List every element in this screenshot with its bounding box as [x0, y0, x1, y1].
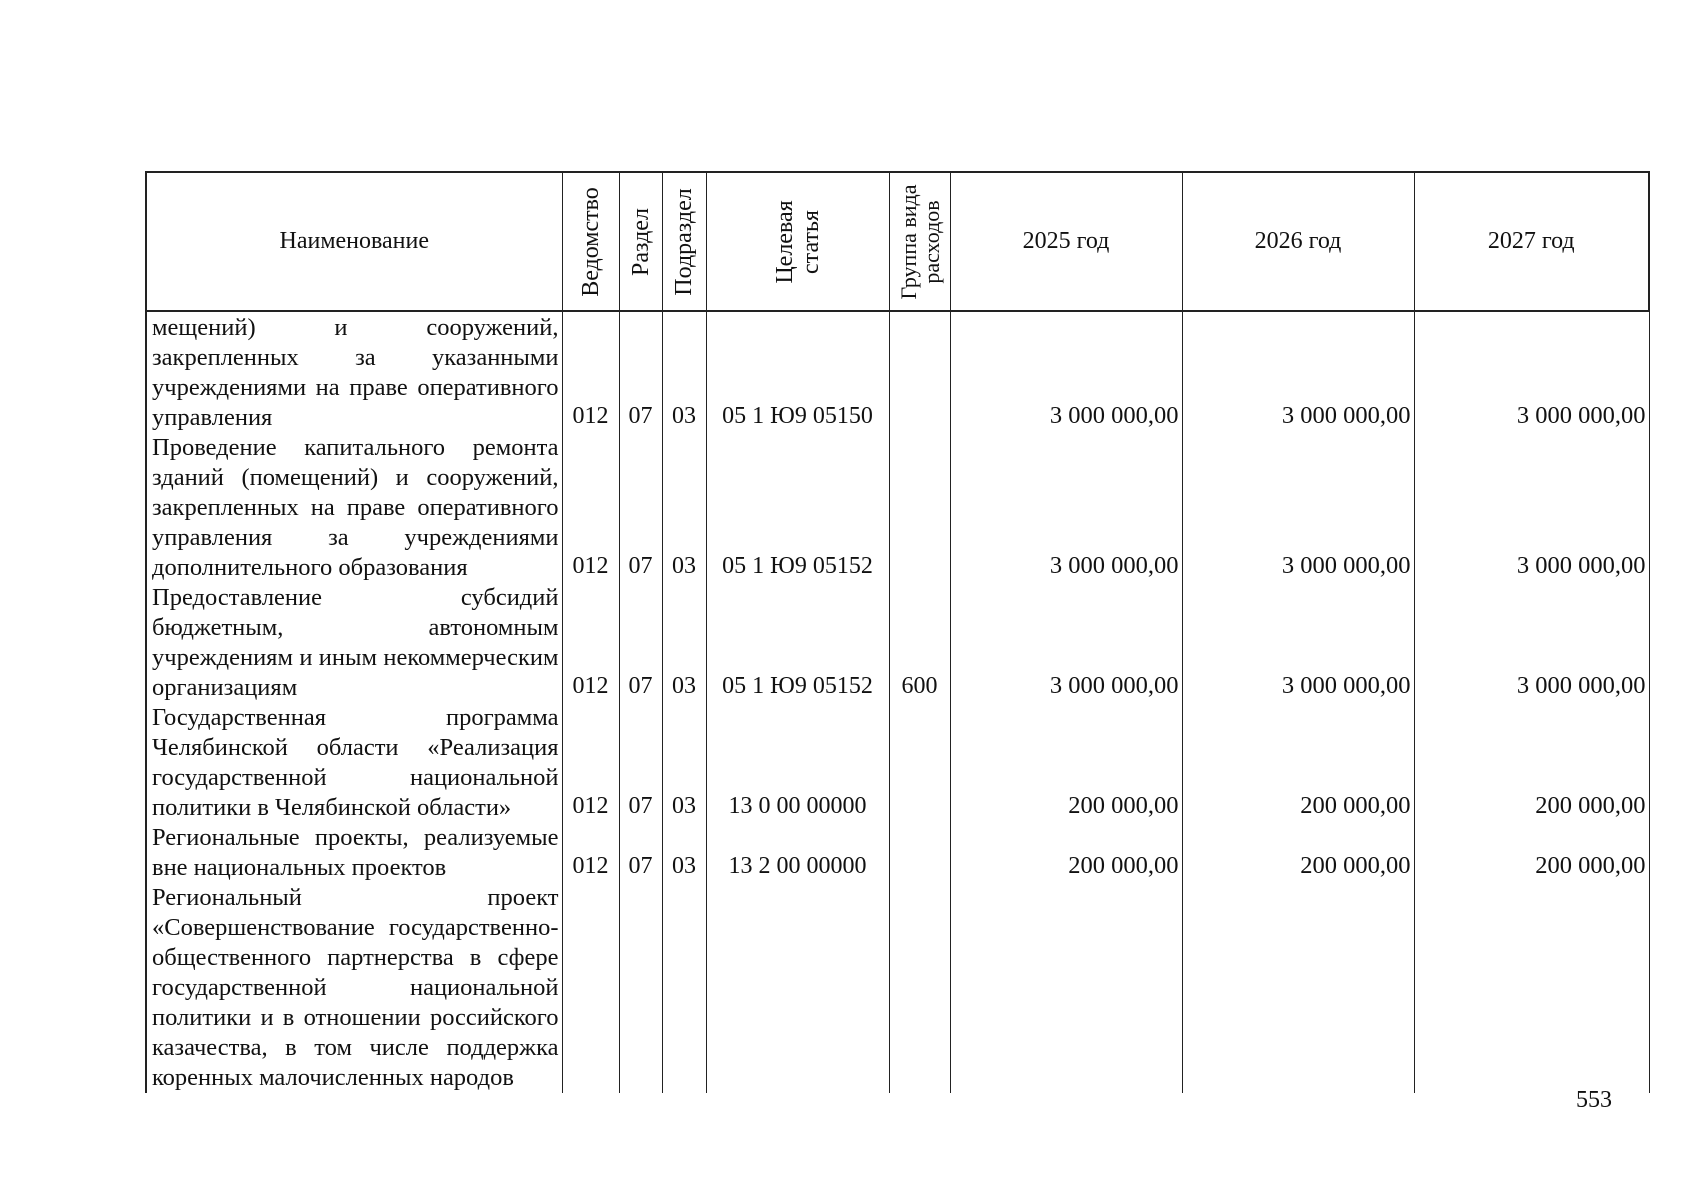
table-row	[146, 433, 1649, 583]
row-value-2025: 3 000 000,00	[950, 583, 1182, 703]
row-razdel: 07	[619, 433, 662, 583]
row-name: Проведение капитального ремонта зданий (помещений) и сооружений, закрепленных на праве оперативного управления за учреждениями дополнительного образования	[146, 433, 562, 583]
row-name: Региональный проект «Совершенствование государственно-общественного партнерства в сфере государственной национальной политики и в отношении российского казачества, в том числе поддержка коренных малочисленных народов	[146, 883, 562, 1093]
row-podrazdel: 03	[662, 433, 706, 583]
col-header-razdel: Раздел	[619, 172, 662, 311]
row-celevaya: 05 1 Ю9 05150	[706, 311, 889, 433]
row-podrazdel: 03	[662, 311, 706, 433]
table-row	[146, 883, 1649, 1093]
row-razdel: 07	[619, 583, 662, 703]
row-value-2026: 200 000,00	[1182, 823, 1414, 883]
col-header-2027: 2027 год	[1414, 172, 1649, 311]
col-header-vedomstvo: Ведомство	[562, 172, 619, 311]
row-name: Региональные проекты, реализуемые вне национальных проектов	[146, 823, 562, 883]
col-header-celevaya: Целевая статья	[706, 172, 889, 311]
row-name: Предоставление субсидий бюджетным, автономным учреждениям и иным некоммерческим организациям	[146, 583, 562, 703]
col-header-podrazdel: Подраздел	[662, 172, 706, 311]
row-podrazdel: 03	[662, 823, 706, 883]
row-podrazdel	[662, 883, 706, 1093]
row-value-2025: 200 000,00	[950, 823, 1182, 883]
col-header-2026: 2026 год	[1182, 172, 1414, 311]
table-row	[146, 311, 1649, 433]
table-header-row	[146, 172, 1649, 311]
page-number: 553	[1576, 1087, 1612, 1113]
row-gruppa: 600	[889, 583, 950, 703]
row-value-2025: 200 000,00	[950, 703, 1182, 823]
row-razdel: 07	[619, 703, 662, 823]
row-vedomstvo: 012	[562, 823, 619, 883]
row-vedomstvo	[562, 883, 619, 1093]
row-value-2026: 200 000,00	[1182, 703, 1414, 823]
row-value-2025	[950, 883, 1182, 1093]
row-razdel: 07	[619, 823, 662, 883]
row-podrazdel: 03	[662, 583, 706, 703]
row-value-2026: 3 000 000,00	[1182, 583, 1414, 703]
row-value-2027: 200 000,00	[1414, 823, 1649, 883]
row-celevaya: 13 2 00 00000	[706, 823, 889, 883]
row-vedomstvo: 012	[562, 311, 619, 433]
row-value-2027: 3 000 000,00	[1414, 583, 1649, 703]
row-gruppa	[889, 311, 950, 433]
budget-table	[145, 171, 1650, 1093]
row-name: мещений) и сооружений, закрепленных за указанными учреждениями на праве оперативного управления	[146, 311, 562, 433]
col-header-gruppa: Группа вида расходов	[889, 172, 950, 311]
row-name: Государственная программа Челябинской области «Реализация государственной национальной политики в Челябинской области»	[146, 703, 562, 823]
row-gruppa	[889, 433, 950, 583]
row-gruppa	[889, 703, 950, 823]
row-value-2026	[1182, 883, 1414, 1093]
table-row	[146, 703, 1649, 823]
row-vedomstvo: 012	[562, 583, 619, 703]
row-value-2025: 3 000 000,00	[950, 311, 1182, 433]
row-value-2027: 3 000 000,00	[1414, 311, 1649, 433]
row-celevaya	[706, 883, 889, 1093]
row-celevaya: 05 1 Ю9 05152	[706, 583, 889, 703]
row-gruppa	[889, 883, 950, 1093]
row-value-2026: 3 000 000,00	[1182, 311, 1414, 433]
row-value-2027	[1414, 883, 1649, 1093]
row-value-2026: 3 000 000,00	[1182, 433, 1414, 583]
col-header-2025: 2025 год	[950, 172, 1182, 311]
table-row	[146, 583, 1649, 703]
row-vedomstvo: 012	[562, 703, 619, 823]
row-value-2027: 200 000,00	[1414, 703, 1649, 823]
row-gruppa	[889, 823, 950, 883]
row-celevaya: 13 0 00 00000	[706, 703, 889, 823]
row-vedomstvo: 012	[562, 433, 619, 583]
col-header-name: Наименование	[146, 172, 562, 311]
row-razdel	[619, 883, 662, 1093]
row-value-2025: 3 000 000,00	[950, 433, 1182, 583]
row-podrazdel: 03	[662, 703, 706, 823]
row-celevaya: 05 1 Ю9 05152	[706, 433, 889, 583]
row-value-2027: 3 000 000,00	[1414, 433, 1649, 583]
table-row	[146, 823, 1649, 883]
row-razdel: 07	[619, 311, 662, 433]
